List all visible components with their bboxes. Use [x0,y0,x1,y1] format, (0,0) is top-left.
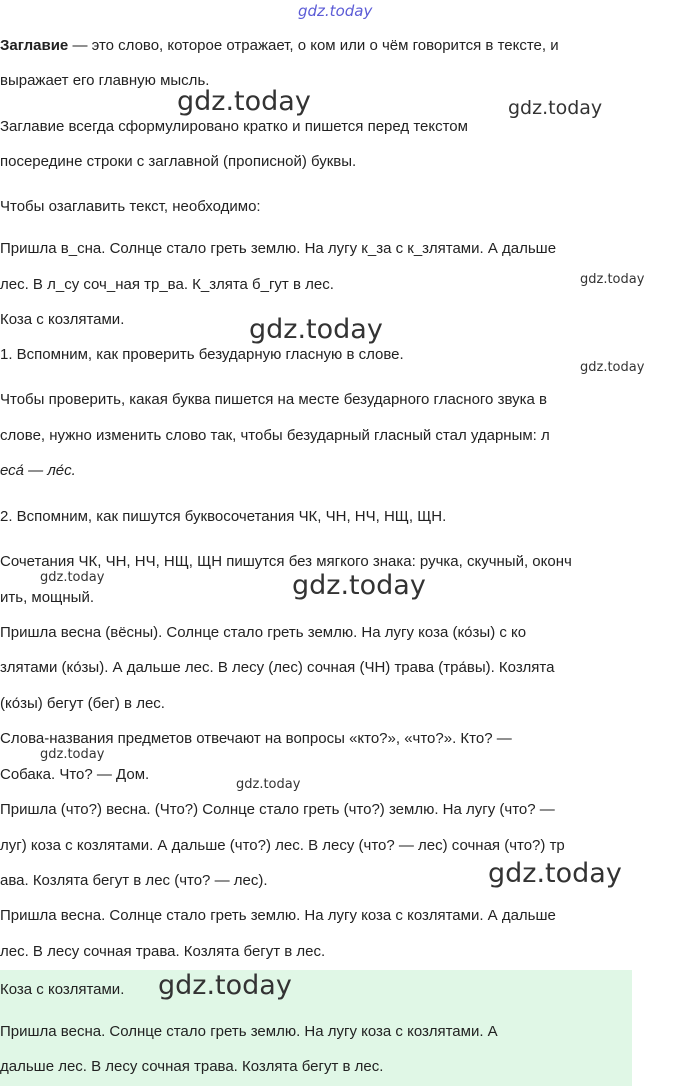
text-line: Чтобы проверить, какая буква пишется на месте безударного гласного звука в [0,391,547,408]
text-line: Собака. Что? — Дом. [0,766,150,783]
text-line: Чтобы озаглавить текст, необходимо: [0,198,261,215]
text-line: Слова-названия предметов отвечают на вопросы «кто?», «что?». Кто? — [0,730,512,747]
watermark: gdz.today [580,272,645,287]
text-line: (ко́зы) бегут (бег) в лес. [0,695,165,712]
text-line: злятами (ко́зы). А дальше лес. В лесу (лес) сочная (ЧН) трава (тра́вы). Козлята [0,659,555,676]
text-line: ить, мощный. [0,589,95,606]
text-line: еса́ — ле́с. [0,462,76,479]
text-line: Сочетания ЧК, ЧН, НЧ, НЩ, ЩН пишутся без мягкого знака: ручка, скучный, оконч [0,553,572,570]
definition-line-1 [0,37,678,55]
text-line: луг) коза с козлятами. А дальше (что?) лес. В лесу (что? — лес) сочная (что?) тр [0,837,565,854]
text-line: 2. Вспомним, как пишутся буквосочетания ЧК, ЧН, НЧ, НЩ, ЩН. [0,508,447,525]
title-answer: Коза с козлятами. [0,311,125,328]
term-bold: Заглавие [0,37,69,54]
text-line: 1. Вспомним, как проверить безударную гласную в слове. [0,346,404,363]
text-line-final: дальше лес. В лесу сочная трава. Козлята бегут в лес. [0,1058,384,1075]
exercise-line: Пришла в_сна. Солнце стало греть землю. На лугу к_за с к_злятами. А дальше [0,240,557,257]
title-answer-final: Коза с козлятами. [0,981,125,998]
watermark: gdz.today [292,570,426,601]
watermark: gdz.today [580,360,645,375]
watermark: gdz.today [40,570,105,585]
text-line: посередине строки с заглавной (прописной) буквы. [0,153,357,170]
watermark: gdz.today [40,747,105,762]
watermark: gdz.today [508,97,603,119]
text-line: Заглавие всегда сформулировано кратко и пишется перед текстом [0,118,468,135]
text-line: слове, нужно изменить слово так, чтобы безударный гласный стал ударным: л [0,427,550,444]
watermark: gdz.today [236,777,301,792]
watermark: gdz.today [158,970,292,1001]
text-line: ава. Козлята бегут в лес (что? — лес). [0,872,268,889]
watermark: gdz.today [249,314,383,345]
watermark: gdz.today [177,86,311,117]
watermark: gdz.today [298,2,373,20]
text-line: лес. В лесу сочная трава. Козлята бегут в лес. [0,943,326,960]
exercise-line: лес. В л_су соч_ная тр_ва. К_злята б_гут в лес. [0,276,334,293]
text-line: выражает его главную мысль. [0,72,210,89]
text-line: Пришла весна (вёсны). Солнце стало греть землю. На лугу коза (ко́зы) с ко [0,624,527,641]
definition-text: — это слово, которое отражает, о ком или о чём говорится в тексте, и [68,37,559,54]
text-line-final: Пришла весна. Солнце стало греть землю. На лугу коза с козлятами. А [0,1023,498,1040]
watermark: gdz.today [488,858,622,889]
text-line: Пришла (что?) весна. (Что?) Солнце стало греть (что?) землю. На лугу (что? — [0,801,555,818]
text-line: Пришла весна. Солнце стало греть землю. На лугу коза с козлятами. А дальше [0,907,556,924]
